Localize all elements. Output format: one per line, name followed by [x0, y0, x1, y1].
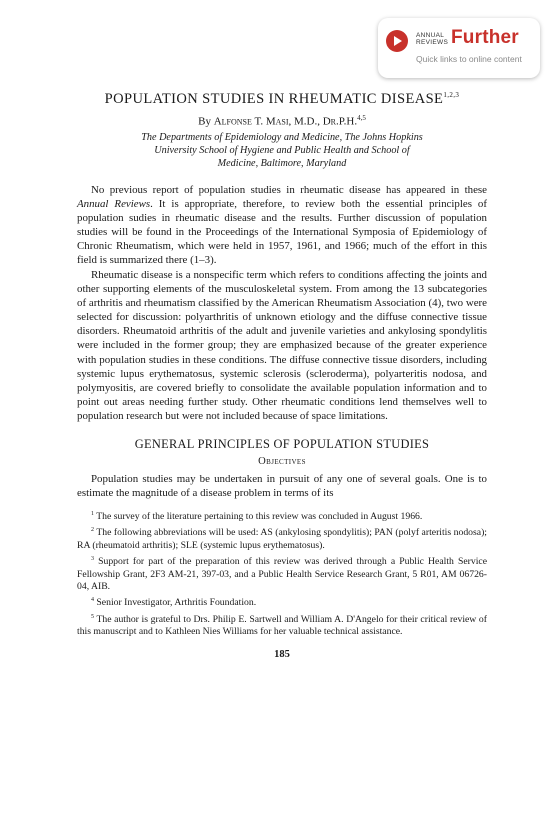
play-arrow-icon — [386, 30, 408, 52]
badge-further-label: Further — [451, 27, 519, 48]
title-footnote-refs: 1,2,3 — [443, 91, 460, 100]
further-badge-link[interactable] — [378, 18, 540, 78]
footnote: $^3$ Support for part of the preparation of this review was derived through a Public Health Service Fellowship Grant, 2F3 AM-21, 397-03, and a Public Health Service Research Grant, 5 R01, AM 06726-04, AIB. — [77, 555, 488, 592]
paragraph-rheumatic-disease: Rheumatic disease is a nonspecific term which refers to conditions affecting the joints and other supporting elements of the musculoskeletal system. From among the 13 subcategories of arthritis and rheumatism classified by the American Rheumatism Association (4), two were selected for discussion: polyarthritis of unknown etiology and the diffuse connective tissue disorders. Rheumatoid arthritis of the adult and juvenile varieties and ankylosing spondylitis were included in the former group; they are emphasized because of the greater experience with population studies in these conditions. The diffuse connective tissue disorders, including systemic lupus erythematosus, systemic sclerosis (scleroderma), polyarteritis nodosa, and polymyositis, are covered briefly to consolidate the available population information and to point out areas needing further study. Other rheumatic conditions lend themselves well to population research but were not included because of space limitations. — [77, 268, 487, 423]
author-name: Alfonse T. Masi, M.D., Dr.P.H. — [213, 115, 358, 128]
footnote: $^5$ The author is grateful to Drs. Philip E. Sartwell and William A. D'Angelo for their critical review of this manuscript and to Kathleen Nies Williams for her valuable technical assistance. — [77, 613, 488, 638]
article-page — [77, 88, 487, 660]
footnote: $^2$ The following abbreviations will be used: AS (ankylosing spondylitis); PAN (polyf arteritis nodosa); RA (rheumatoid arthritis); SLE (systemic lupus erythematosus). — [77, 527, 488, 551]
section-heading: GENERAL PRINCIPLES OF POPULATION STUDIES — [134, 437, 430, 452]
subsection-heading: Objectives — [258, 456, 306, 468]
author-footnote-refs: 4,5 — [357, 114, 366, 122]
article-title: POPULATION STUDIES IN RHEUMATIC DISEASE$^{1,2,3}$ — [104, 91, 460, 107]
footnotes — [77, 508, 487, 639]
badge-subtitle: Quick links to online content — [416, 54, 522, 64]
page-number: 185 — [274, 649, 290, 661]
footnote: $^4$ Senior Investigator, Arthritis Foundation. — [91, 597, 257, 609]
paragraph-intro: No previous report of population studies in rheumatic disease has appeared in these Annual Reviews. It is appropriate, therefore, to review both the essential principles of population sudies in rheumatic disease and the results. Further discussion of population studies will be found in the Proceedings of the International Symposia of Epidemiology of Chronic Rheumatism, which were held in 1957, 1961, and 1966; much of the effort in this field is summarized there (1–3). — [77, 183, 487, 267]
author-line: By Alfonse T. Masi, M.D., Dr.P.H.$^{4,5}$ — [198, 114, 366, 128]
footnote: $^1$ The survey of the literature pertaining to this review was concluded in August 1966. — [91, 510, 423, 522]
paragraph-objectives: Population studies may be undertaken in pursuit of any one of several goals. One is to estimate the magnitude of a disease problem in terms of its — [77, 473, 487, 500]
badge-annual-reviews: ANNUAL REVIEWS — [416, 32, 449, 46]
author-affiliation: The Departments of Epidemiology and Medicine, The Johns Hopkins University School of Hygiene and Public Health and School of Medicine, Baltimore, Maryland — [141, 131, 423, 169]
